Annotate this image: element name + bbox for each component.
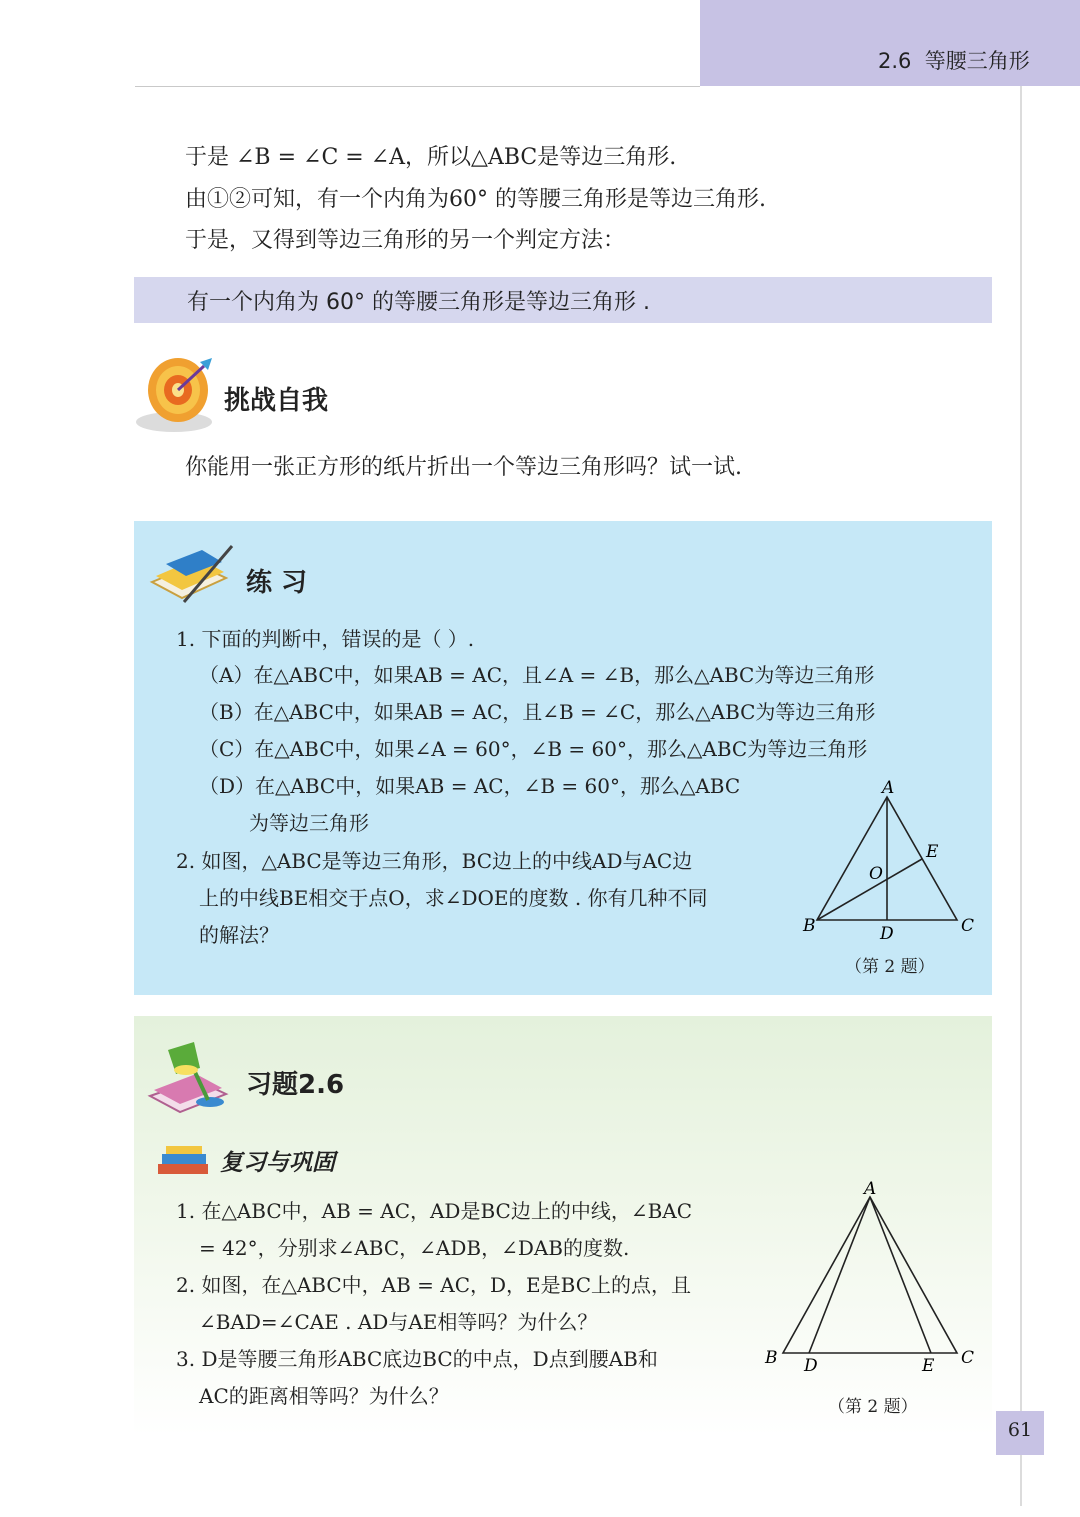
theorem-text: 有一个内角为 60° 的等腰三角形是等边三角形 . [187,290,650,315]
q1-option-d-cont: 为等边三角形 [249,811,369,835]
exercise-line-5: 3. D是等腰三角形ABC底边BC的中点，D点到腰AB和 [176,1347,658,1371]
fig1-caption: （第 2 题） [845,957,935,977]
q1-option-c: （C）在△ABC中，如果∠A = 60°，∠B = 60°，那么△ABC为等边三角形 [199,737,868,761]
desk-lamp-icon [146,1040,236,1120]
challenge-text: 你能用一张正方形的纸片折出一个等边三角形吗？试一试. [185,455,742,480]
isosceles-triangle-figure [755,1175,985,1375]
header-divider [135,86,700,87]
practice-q2-line-1: 2. 如图，△ABC是等边三角形，BC边上的中线AD与AC边 [176,849,693,873]
exercise-line-2: = 42°，分别求∠ABC，∠ADB，∠DAB的度数. [199,1236,630,1260]
practice-title: 练 习 [246,568,308,598]
intro-line-3: 于是，又得到等边三角形的另一个判定方法： [185,228,626,253]
chapter-title: 2.6 等腰三角形 [878,49,1030,73]
review-subtitle: 复习与巩固 [220,1150,335,1176]
target-icon [134,352,218,436]
fig2-label-c: C [961,1348,975,1368]
fig2-label-d: D [804,1356,818,1375]
fig2-label-e: E [922,1356,935,1375]
page-margin-rule [1020,86,1022,1506]
intro-line-1: 于是 ∠B = ∠C = ∠A，所以△ABC是等边三角形. [185,145,677,170]
books-pen-icon [146,542,236,612]
fig2-label-a: A [864,1179,877,1199]
fig2-label-b: B [765,1348,778,1368]
intro-line-2: 由①②可知，有一个内角为60° 的等腰三角形是等边三角形. [185,187,766,212]
fig1-label-e: E [926,842,939,862]
fig1-label-c: C [961,916,975,936]
exercise-line-6: AC的距离相等吗？为什么？ [199,1384,449,1408]
fig1-label-b: B [803,916,816,936]
exercise-line-4: ∠BAD=∠CAE . AD与AE相等吗？为什么？ [199,1310,598,1334]
q1-option-d: （D）在△ABC中，如果AB = AC，∠B = 60°，那么△ABC [199,774,741,798]
challenge-title: 挑战自我 [224,386,329,416]
fig2-caption: （第 2 题） [828,1397,918,1417]
exercise-line-3: 2. 如图，在△ABC中，AB = AC，D，E是BC上的点，且 [176,1273,691,1297]
exercise-line-1: 1. 在△ABC中，AB = AC，AD是BC边上的中线，∠BAC [176,1199,693,1223]
practice-q1: 1. 下面的判断中，错误的是（ ）. [176,627,475,651]
q1-option-a: （A）在△ABC中，如果AB = AC，且∠A = ∠B，那么△ABC为等边三角形 [199,663,875,687]
practice-q2-line-3: 的解法？ [199,923,279,947]
fig1-label-a: A [882,778,895,798]
review-books-icon [152,1140,214,1180]
fig1-label-d: D [880,924,894,944]
q1-option-b: （B）在△ABC中，如果AB = AC，且∠B = ∠C，那么△ABC为等边三角形 [199,700,876,724]
fig1-label-o: O [869,864,883,884]
practice-q2-line-2: 上的中线BE相交于点O，求∠DOE的度数 . 你有几种不同 [199,886,708,910]
page-number: 61 [1007,1419,1033,1441]
equilateral-triangle-figure [790,775,990,945]
exercises-title: 习题2.6 [246,1070,345,1100]
